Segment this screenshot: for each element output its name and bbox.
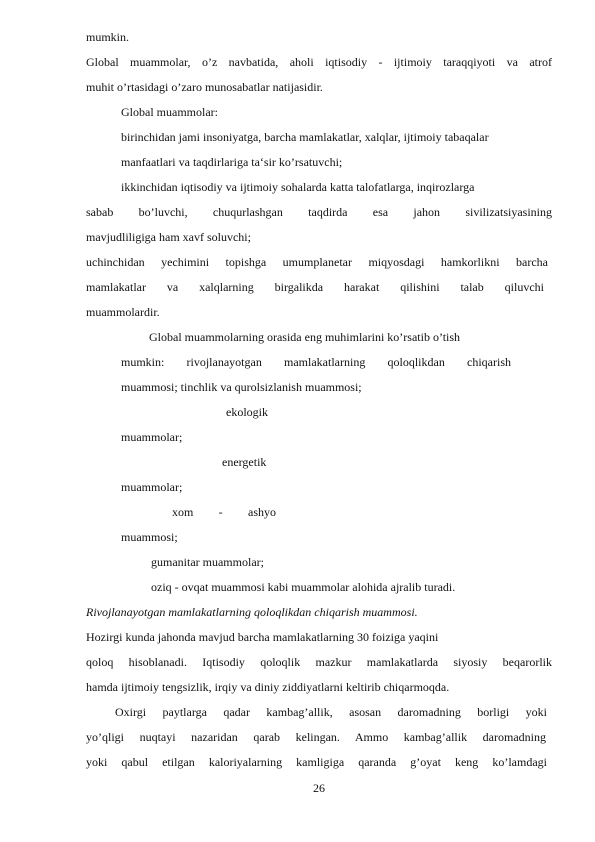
- text-line: mavjudliligiga ham xavf soluvchi;: [86, 230, 251, 244]
- text-line: manfaatlari va taqdirlariga ta‘sir ko’rsatuvchi;: [121, 155, 343, 169]
- text-line: muammolar;: [121, 480, 183, 494]
- text-line: Global muammolar, o’z navbatida, aholi iqtisodiy - ijtimoiy taraqqiyoti va atrof: [86, 55, 552, 69]
- text-line: yo’qligi nuqtayi nazaridan qarab kelingan. Ammo kambag’allik daromadning: [86, 730, 546, 744]
- text-line: Oxirgi paytlarga qadar kambag’allik, asosan daromadning borligi yoki: [115, 705, 547, 719]
- text-line: oziq - ovqat muammosi kabi muammolar alohida ajralib turadi.: [151, 580, 456, 594]
- text-line: gumanitar muammolar;: [151, 555, 264, 569]
- text-line: sabab bo’luvchi, chuqurlashgan taqdirda esa jahon sivilizatsiyasining: [86, 205, 552, 219]
- text-line: birinchidan jami insoniyatga, barcha mamlakatlar, xalqlar, ijtimoiy tabaqalar: [121, 130, 489, 144]
- text-line: muammosi; tinchlik va qurolsizlanish muammosi;: [121, 380, 362, 394]
- text-line: muammolardir.: [86, 305, 160, 319]
- text-line: hamda ijtimoiy tengsizlik, irqiy va diniy ziddiyatlarni keltirib chiqarmoqda.: [86, 680, 450, 694]
- text-line: mumkin: rivojlanayotgan mamlakatlarning qoloqlikdan chiqarish: [121, 355, 511, 369]
- text-line: Global muammolar:: [121, 105, 218, 119]
- page-number: 26: [313, 781, 325, 795]
- text-line: energetik: [222, 455, 267, 469]
- text-line: yoki qabul etilgan kaloriyalarning kamligiga qaranda g’oyat keng ko’lamdagi: [86, 755, 547, 769]
- text-line: muammosi;: [121, 530, 178, 544]
- text-line: muhit o’rtasidagi o’zaro munosabatlar natijasidir.: [86, 80, 323, 94]
- section-heading: Rivojlanayotgan mamlakatlarning qoloqlikdan chiqarish muammosi.: [86, 605, 418, 619]
- text-line: muammolar;: [121, 430, 183, 444]
- text-line: mumkin.: [86, 30, 130, 44]
- text-line: mamlakatlar va xalqlarning birgalikda harakat qilishini talab qiluvchi: [86, 280, 544, 294]
- text-line: qoloq hisoblanadi. Iqtisodiy qoloqlik mazkur mamlakatlarda siyosiy beqarorlik: [86, 655, 552, 669]
- text-line: xom - ashyo: [172, 505, 276, 519]
- text-line: Global muammolarning orasida eng muhimlarini ko’rsatib o’tish: [149, 330, 461, 344]
- text-line: uchinchidan yechimini topishga umumplanetar miqyosdagi hamkorlikni barcha: [86, 255, 548, 269]
- text-line: ikkinchidan iqtisodiy va ijtimoiy sohalarda katta talofatlarga, inqirozlarga: [121, 180, 475, 194]
- text-line: Hozirgi kunda jahonda mavjud barcha mamlakatlarning 30 foiziga yaqini: [86, 630, 439, 644]
- text-line: ekologik: [226, 405, 268, 419]
